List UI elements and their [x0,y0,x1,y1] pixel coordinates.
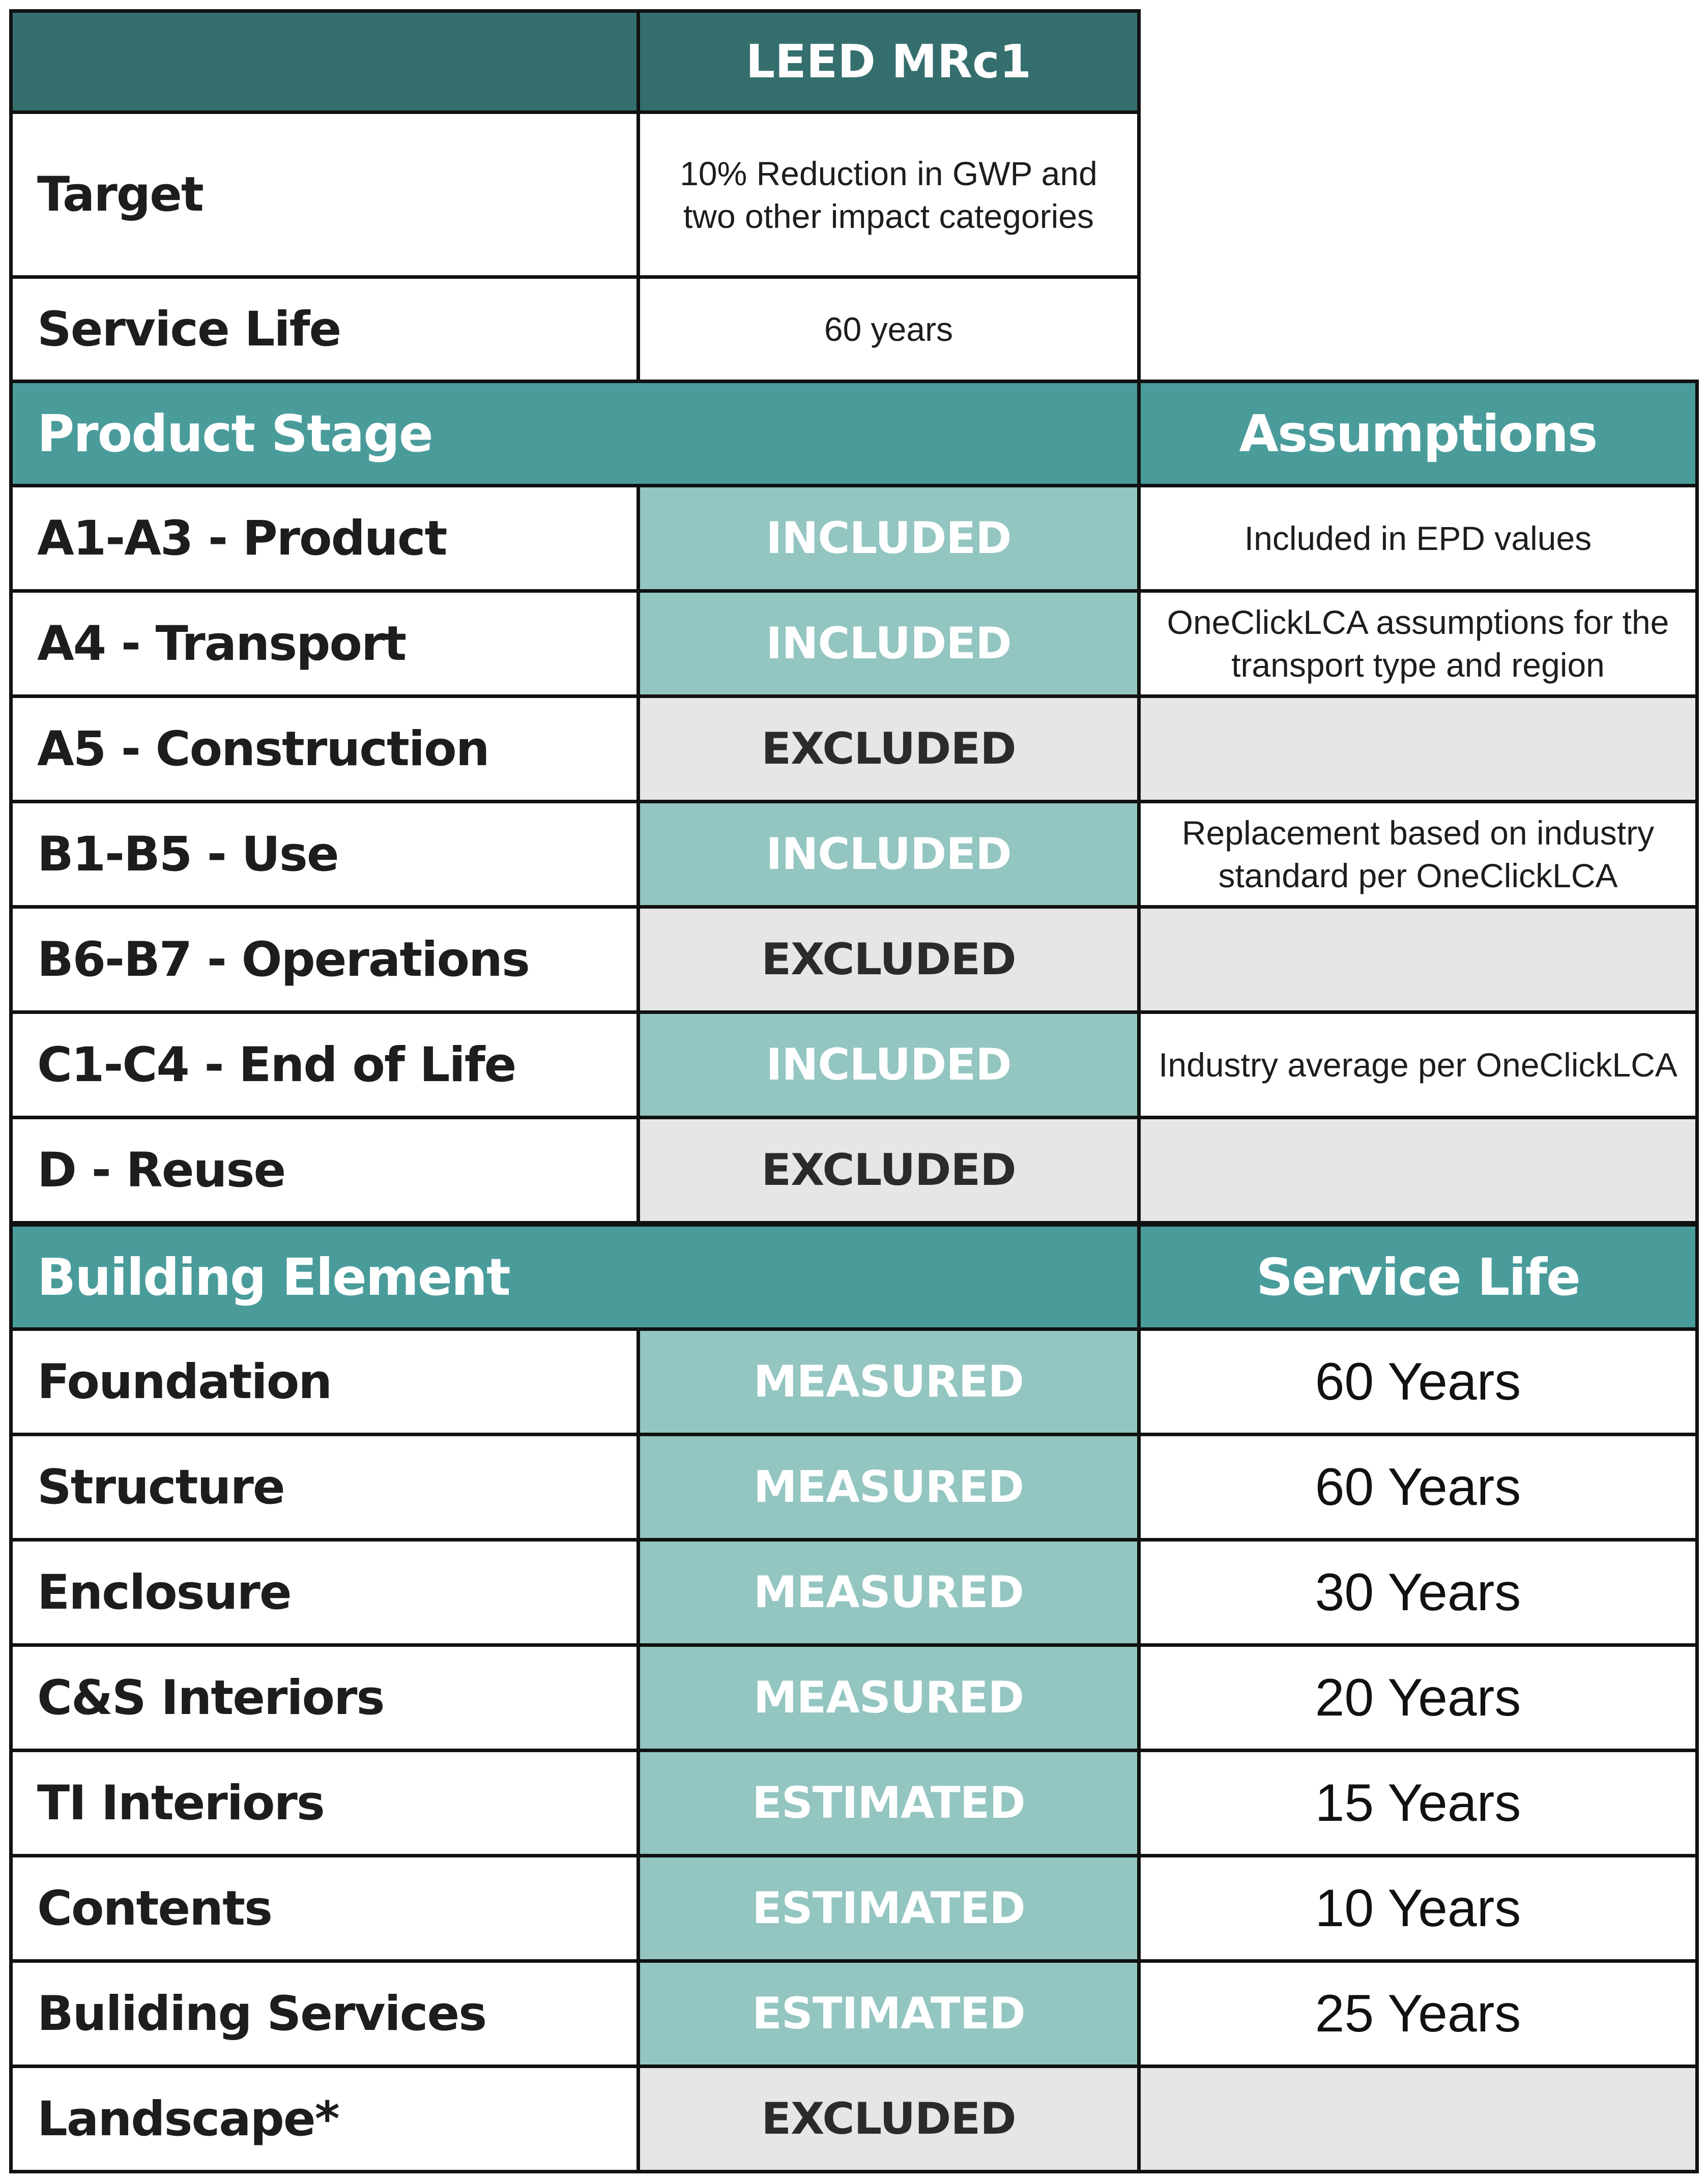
stage-assumption [1137,484,1699,593]
target-label: Target [9,110,640,279]
header-blank-cell [9,9,640,114]
element-label: Enclosure [9,1538,640,1647]
element-status-badge: ESTIMATED [636,1959,1141,2068]
product-stage-header: Product Stage [9,380,1141,487]
element-service-life [1137,2065,1699,2173]
assumptions-header: Assumptions [1137,380,1699,487]
stage-status-badge: EXCLUDED [636,905,1141,1014]
stage-status-badge: INCLUDED [636,589,1141,698]
element-label: Buliding Services [9,1959,640,2068]
element-label: TI Interiors [9,1749,640,1857]
building-element-header: Building Element [9,1223,1141,1331]
element-service-life: 30 Years [1137,1538,1699,1647]
stage-status-badge: INCLUDED [636,484,1141,593]
stage-label: B1-B5 - Use [9,800,640,909]
stage-status-badge: INCLUDED [636,1010,1141,1119]
stage-assumption-text: Included in EPD values [1244,519,1592,557]
element-status-badge: MEASURED [636,1538,1141,1647]
element-status-badge: MEASURED [636,1327,1141,1436]
stage-label: A5 - Construction [9,694,640,803]
element-status-badge: EXCLUDED [636,2065,1141,2173]
element-service-life: 15 Years [1137,1749,1699,1857]
element-status-badge: ESTIMATED [636,1749,1141,1857]
stage-label: D - Reuse [9,1116,640,1225]
element-service-life: 20 Years [1137,1643,1699,1752]
stage-assumption [1137,589,1699,698]
element-service-life: 25 Years [1137,1959,1699,2068]
target-value [636,110,1141,279]
stage-assumption-text: OneClickLCA assumptions for the transport type and region [1167,603,1669,684]
element-service-life: 10 Years [1137,1854,1699,1963]
stage-label: C1-C4 - End of Life [9,1010,640,1119]
element-status-badge: MEASURED [636,1643,1141,1752]
stage-assumption [1137,905,1699,1014]
standard-header: LEED MRc1 [636,9,1141,114]
stage-status-badge: INCLUDED [636,800,1141,909]
element-status-badge: ESTIMATED [636,1854,1141,1963]
element-service-life: 60 Years [1137,1433,1699,1542]
stage-assumption [1137,800,1699,909]
element-label: Foundation [9,1327,640,1436]
stage-assumption-text: Replacement based on industry standard per OneClickLCA [1181,814,1655,894]
element-service-life: 60 Years [1137,1327,1699,1436]
stage-assumption-text: Industry average per OneClickLCA [1159,1046,1677,1084]
stage-status-badge: EXCLUDED [636,694,1141,803]
stage-label: A1-A3 - Product [9,484,640,593]
stage-status-badge: EXCLUDED [636,1116,1141,1225]
element-label: C&S Interiors [9,1643,640,1752]
stage-assumption [1137,1116,1699,1225]
service-life-value: 60 years [636,275,1141,383]
stage-label: B6-B7 - Operations [9,905,640,1014]
service-life-header: Service Life [1137,1223,1699,1331]
service-life-label: Service Life [9,275,640,383]
stage-assumption [1137,694,1699,803]
element-label: Structure [9,1433,640,1542]
target-value-text: 10% Reduction in GWP and two other impact categories [680,154,1097,235]
stage-label: A4 - Transport [9,589,640,698]
element-status-badge: MEASURED [636,1433,1141,1542]
element-label: Contents [9,1854,640,1963]
stage-assumption [1137,1010,1699,1119]
element-label: Landscape* [9,2065,640,2173]
